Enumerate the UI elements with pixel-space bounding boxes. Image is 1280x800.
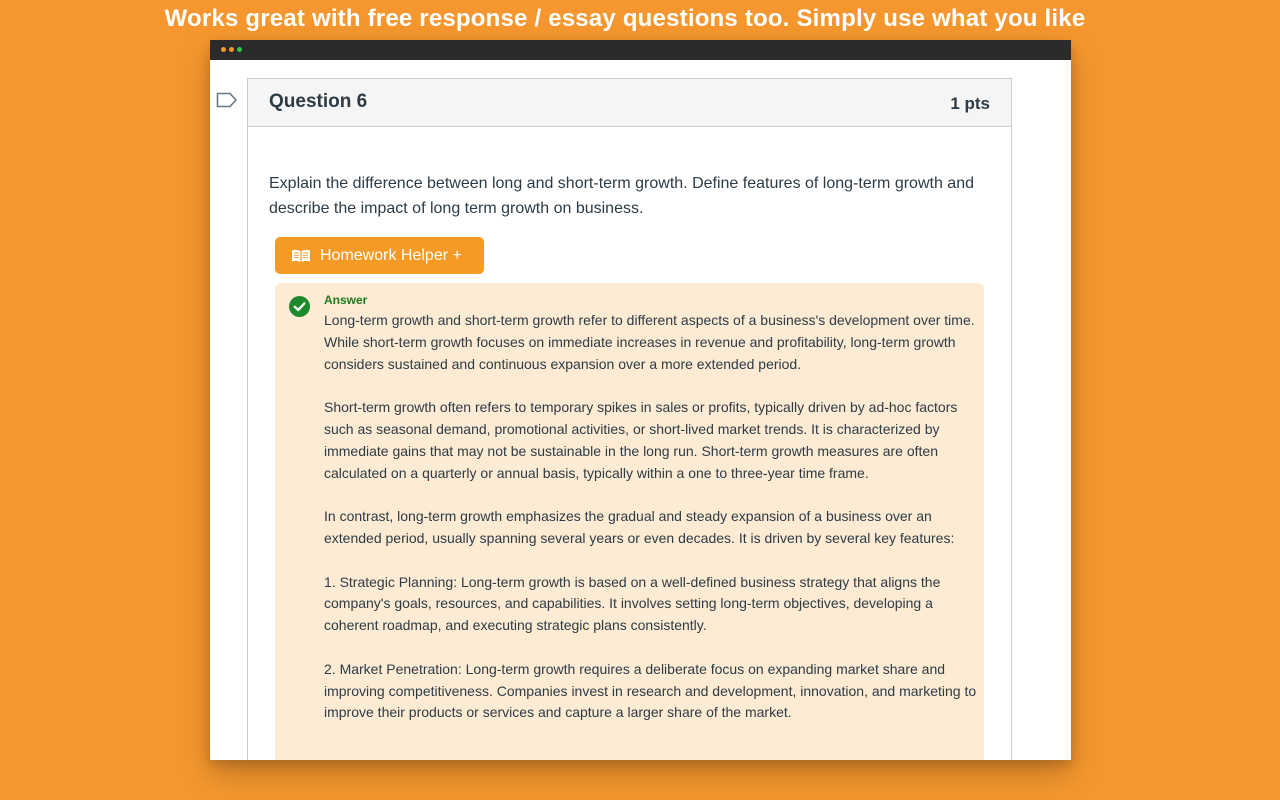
check-circle-icon: [289, 296, 310, 317]
window-dot-maximize[interactable]: [237, 47, 242, 52]
quiz-page: [210, 60, 1071, 760]
question-card: [247, 78, 1012, 760]
answer-paragraph: Short-term growth often refers to temporary spikes in sales or profits, typically driven by ad-hoc factors such as seasonal demand, promotional activities, or short-lived market trends. It is characterized by immediate gains that may not be sustainable in the long run. Short-term growth measures are often calculated on a quarterly or annual basis, typically within a one to three-year time frame.: [324, 399, 958, 481]
answer-paragraph: In contrast, long-term growth emphasizes the gradual and steady expansion of a business over an extended period, usually spanning several years or even decades. It is driven by several key features:: [324, 508, 955, 546]
homework-helper-button[interactable]: [275, 237, 484, 274]
homework-helper-label: Homework Helper +: [320, 246, 462, 264]
answer-body: [324, 310, 978, 746]
answer-paragraph: 1. Strategic Planning: Long-term growth is based on a well-defined business strategy that aligns the company's goals, resources, and capabilities. It involves setting long-term objectives, developing a coherent roadmap, and executing strategic plans consistently.: [324, 573, 941, 634]
window-controls: [221, 47, 242, 52]
question-points: 1 pts: [950, 94, 990, 113]
answer-paragraph: Long-term growth and short-term growth refer to different aspects of a business's development over time. While short-term growth focuses on immediate increases in revenue and profitability, long-term growth considers sustained and continuous expansion over a more extended period.: [324, 312, 975, 372]
window-titlebar: [210, 40, 1071, 60]
question-header: [248, 79, 1011, 127]
bookmark-flag-icon[interactable]: [216, 92, 238, 108]
question-text: Explain the difference between long and short-term growth. Define features of long-term growth and describe the impact of long term growth on business.: [269, 175, 974, 217]
answer-label: Answer: [324, 293, 368, 307]
question-title: Question 6: [269, 91, 368, 112]
answer-paragraph: 2. Market Penetration: Long-term growth requires a deliberate focus on expanding market share and improving competitiveness. Companies invest in research and development, innovation, and marketing to improve their products or services and capture a larger share of the market.: [324, 660, 977, 721]
browser-window: [210, 40, 1071, 760]
window-dot-close[interactable]: [221, 47, 226, 52]
window-dot-minimize[interactable]: [229, 47, 234, 52]
promo-banner: Works great with free response / essay questions too. Simply use what you like: [164, 5, 1086, 32]
answer-panel: [275, 283, 984, 760]
book-icon: [291, 249, 311, 263]
